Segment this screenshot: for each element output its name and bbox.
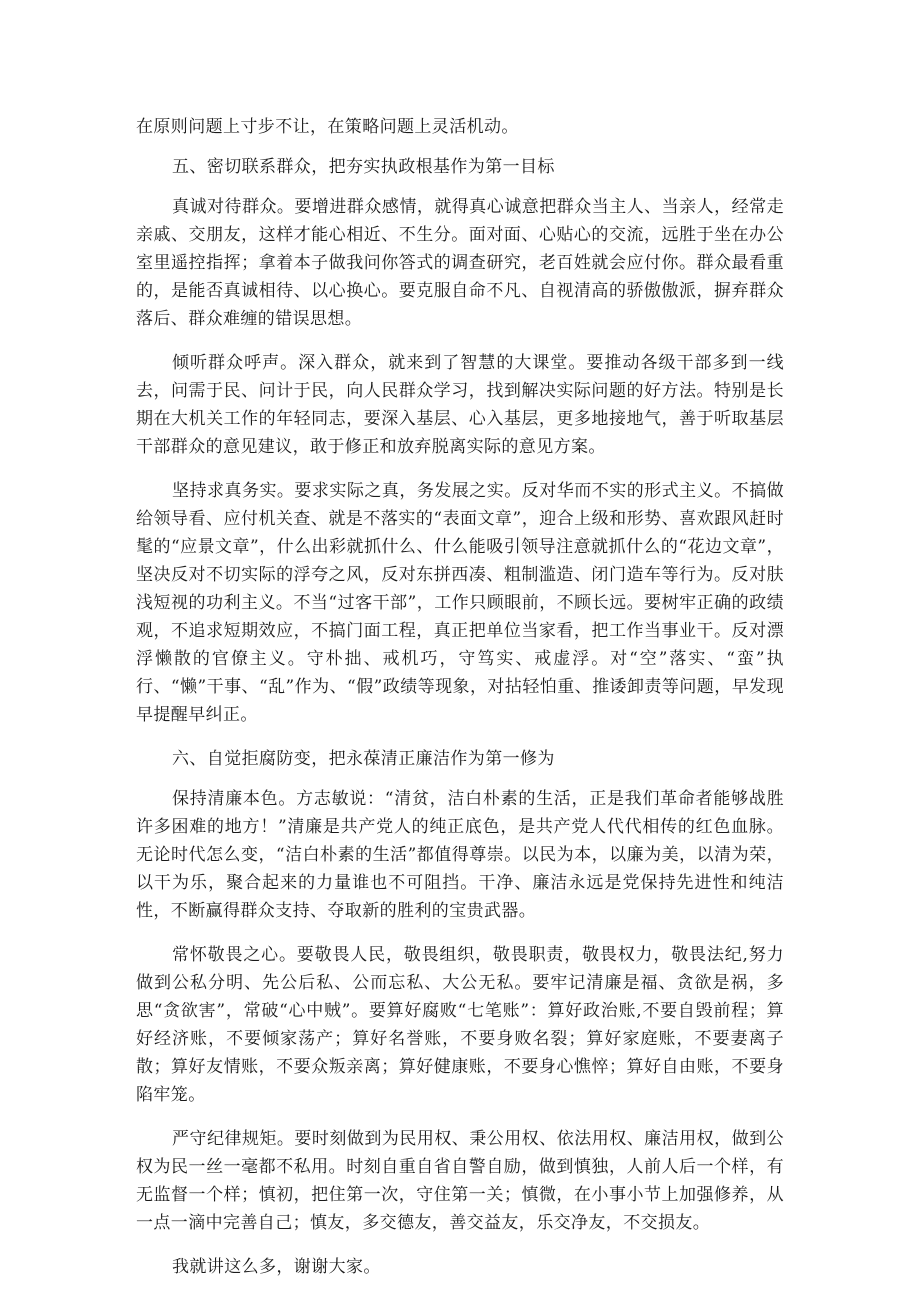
section-heading-six: 六、自觉拒腐防变，把永葆清正廉洁作为第一修为 <box>172 749 555 769</box>
section-heading-five: 五、密切联系群众，把夯实执政根基作为第一目标 <box>172 157 555 177</box>
paragraph-reverence: 常怀敬畏之心。要敬畏人民，敬畏组织，敬畏职责，敬畏权力，敬畏法纪,努力做到公私分明、先公后私、公而忘私、大公无私。要牢记清廉是福、贪欲是祸，多思“贪欲害”，常破“心中贼”。要算好腐败“七笔账”：算好政治账,不要自毁前程；算好经济账，不要倾家荡产；算好名誉账，不要身败名裂；算好家庭账，不要妻离子散；算好友情账，不要众叛亲离；算好健康账，不要身心憔悴；算好自由账，不要身陷牢笼。 <box>136 945 784 1105</box>
paragraph-keep-integrity: 保持清廉本色。方志敏说：“清贫，洁白朴素的生活，正是我们革命者能够战胜许多困难的地方！”清廉是共产党人的纯正底色，是共产党人代代相传的红色血脉。无论时代怎么变，“洁白朴素的生活”都值得尊崇。以民为本，以廉为美，以清为荣，以干为乐，聚合起来的力量谁也不可阻挡。干净、廉洁永远是党保持先进性和纯洁性，不断赢得群众支持、夺取新的胜利的宝贵武器。 <box>136 789 784 921</box>
paragraph-sincere-treatment: 真诚对待群众。要增进群众感情，就得真心诚意把群众当主人、当亲人，经常走亲戚、交朋友，这样才能心相近、不生分。面对面、心贴心的交流，远胜于坐在办公室里遥控指挥；拿着本子做我问你答式的调查研究，老百姓就会应付你。群众最看重的，是能否真诚相待、以心换心。要克服自命不凡、自视清高的骄傲傲派，摒弃群众落后、群众难缠的错误思想。 <box>136 197 784 329</box>
document-body <box>136 113 784 1297</box>
paragraph-seek-truth: 坚持求真务实。要求实际之真，务发展之实。反对华而不实的形式主义。不搞做给领导看、应付机关查、就是不落实的“表面文章”，迎合上级和形势、喜欢跟风赶时髦的“应景文章”，什么出彩就抓什么、什么能吸引领导注意就抓什么的“花边文章”，坚决反对不切实际的浮夸之风，反对东拼西凑、粗制滥造、闭门造车等行为。反对肤浅短视的功利主义。不当“过客干部”，工作只顾眼前，不顾长远。要树牢正确的政绩观，不追求短期效应，不搞门面工程，真正把单位当家看，把工作当事业干。反对漂浮懒散的官僚主义。守朴拙、戒机巧，守笃实、戒虚浮。对“空”落实、“蛮”执行、“懒”干事、“乱”作为、“假”政绩等现象，对拈轻怕重、推诿卸责等问题，早发现早提醒早纠正。 <box>136 481 784 725</box>
paragraph-listen-to-masses: 倾听群众呼声。深入群众，就来到了智慧的大课堂。要推动各级干部多到一线去，问需于民、问计于民，向人民群众学习，找到解决实际问题的好方法。特别是长期在大机关工作的年轻同志，要深入基层、心入基层，更多地接地气，善于听取基层干部群众的意见建议，敢于修正和放弃脱离实际的意见方案。 <box>136 353 784 457</box>
paragraph-continuation: 在原则问题上寸步不让，在策略问题上灵活机动。 <box>136 117 519 137</box>
paragraph-discipline: 严守纪律规矩。要时刻做到为民用权、秉公用权、依法用权、廉洁用权，做到公权为民一丝一毫都不私用。时刻自重自省自警自励，做到慎独，人前人后一个样，有无监督一个样；慎初，把住第一次，守住第一关；慎微，在小事小节上加强修养，从一点一滴中完善自己；慎友，多交德友，善交益友，乐交净友，不交损友。 <box>136 1129 784 1233</box>
paragraph-closing: 我就讲这么多，谢谢大家。 <box>172 1257 381 1277</box>
